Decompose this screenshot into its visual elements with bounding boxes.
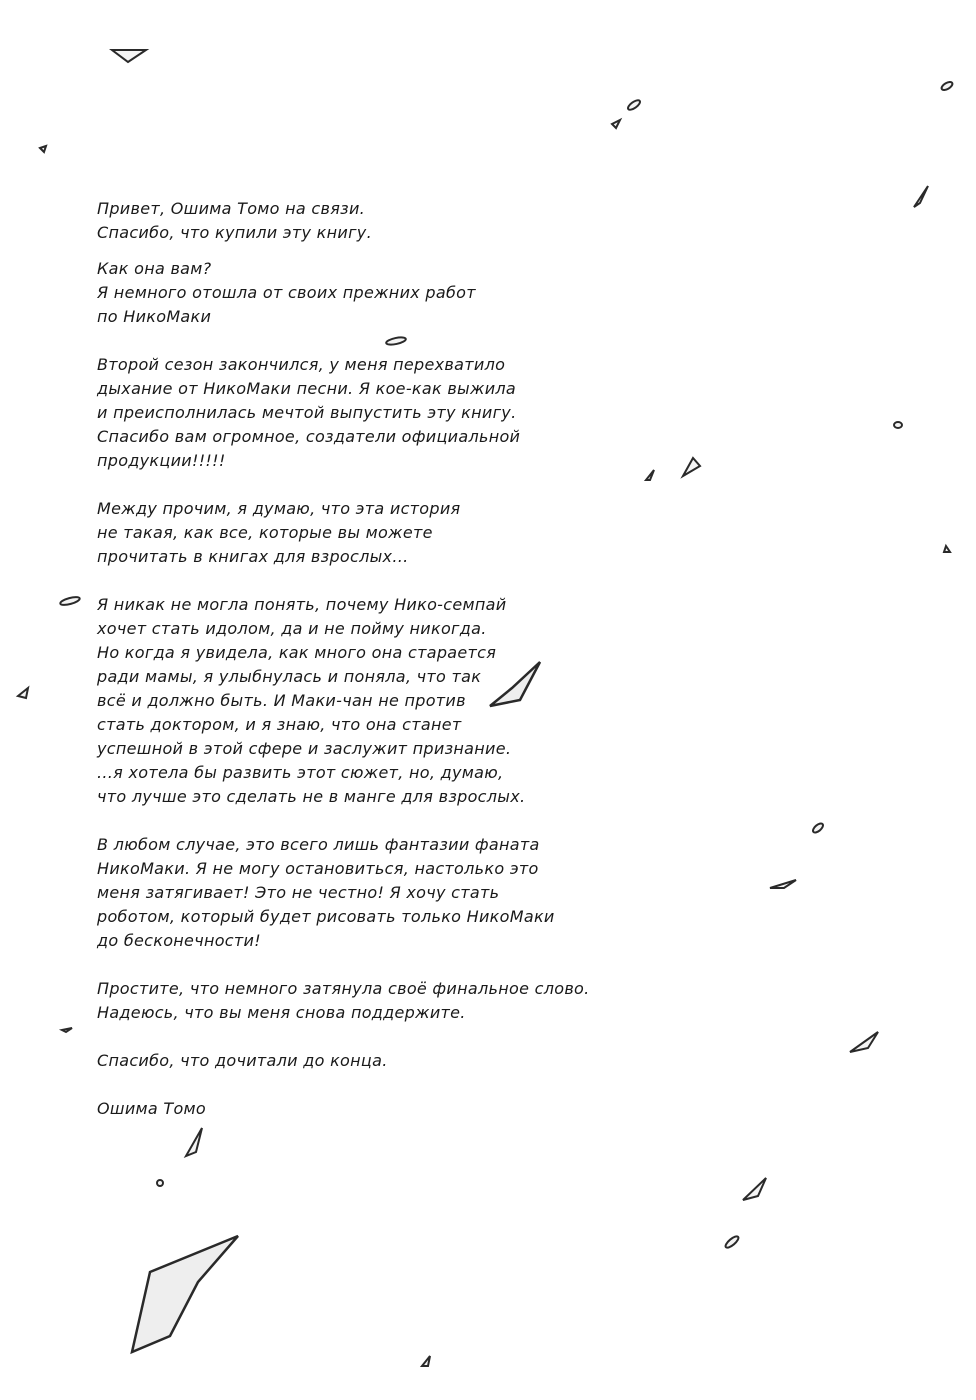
paragraph-story xyxy=(97,497,617,569)
text-line: В любом случае, это всего лишь фантазии фаната xyxy=(97,835,540,854)
paragraph-thanks xyxy=(97,1049,617,1073)
paragraph-apology xyxy=(97,977,617,1025)
petal-icon xyxy=(724,1235,740,1250)
petal-icon xyxy=(850,1032,878,1052)
paragraph-question xyxy=(97,257,617,329)
petal-icon xyxy=(683,458,700,476)
text-line: и преисполнилась мечтой выпустить эту книгу. xyxy=(97,403,517,422)
text-line: Второй сезон закончился, у меня перехватило xyxy=(97,355,506,374)
text-line: не такая, как все, которые вы можете xyxy=(97,523,433,542)
petal-icon xyxy=(940,80,953,91)
petal-icon xyxy=(770,880,796,888)
petal-icon xyxy=(112,50,146,62)
text-line: роботом, который будет рисовать только НикоМаки xyxy=(97,907,555,926)
text-line: Я немного отошла от своих прежних работ xyxy=(97,283,476,302)
paragraph-greeting xyxy=(97,197,617,245)
text-line: ради мамы, я улыбнулась и поняла, что так xyxy=(97,667,482,686)
text-line: Спасибо, что купили эту книгу. xyxy=(97,223,372,242)
text-line: Спасибо вам огромное, создатели официальной xyxy=(97,427,521,446)
text-line: Простите, что немного затянула своё финальное слово. xyxy=(97,979,590,998)
text-line: Спасибо, что дочитали до конца. xyxy=(97,1051,388,1070)
petal-icon xyxy=(811,822,824,834)
text-line: что лучше это сделать не в манге для взрослых. xyxy=(97,787,526,806)
text-line: до бесконечности! xyxy=(97,931,261,950)
text-line: успешной в этой сфере и заслужит признание. xyxy=(97,739,512,758)
petal-icon xyxy=(18,688,28,698)
text-line: Надеюсь, что вы меня снова поддержите. xyxy=(97,1003,466,1022)
petal-icon xyxy=(422,1356,430,1366)
text-line: НикоМаки. Я не могу остановиться, настолько это xyxy=(97,859,539,878)
petal-icon xyxy=(186,1128,202,1156)
text-line: Между прочим, я думаю, что эта история xyxy=(97,499,461,518)
text-line: Привет, Ошима Томо на связи. xyxy=(97,199,366,218)
petal-icon xyxy=(612,120,620,128)
paragraph-characters xyxy=(97,593,617,809)
text-line: стать доктором, и я знаю, что она станет xyxy=(97,715,462,734)
text-line: дыхание от НикоМаки песни. Я кое-как выжила xyxy=(97,379,517,398)
petal-icon xyxy=(132,1236,238,1352)
text-line: прочитать в книгах для взрослых... xyxy=(97,547,409,566)
petal-icon xyxy=(40,146,46,152)
petal-icon xyxy=(743,1178,766,1200)
text-line: Я никак не могла понять, почему Нико-семпай xyxy=(97,595,507,614)
text-line: хочет стать идолом, да и не пойму никогда. xyxy=(97,619,487,638)
text-line: по НикоМаки xyxy=(97,307,212,326)
petal-icon xyxy=(157,1180,163,1186)
text-line: Как она вам? xyxy=(97,259,212,278)
text-line: всё и должно быть. И Маки-чан не против xyxy=(97,691,466,710)
author-signature: Ошима Томо xyxy=(97,1099,207,1118)
petal-icon xyxy=(62,1028,72,1032)
author-afterword-letter xyxy=(97,197,617,1121)
paragraph-fantasy xyxy=(97,833,617,953)
paragraph-season xyxy=(97,353,617,473)
petal-icon xyxy=(60,596,81,607)
text-line: Но когда я увидела, как много она старается xyxy=(97,643,497,662)
text-line: меня затягивает! Это не честно! Я хочу стать xyxy=(97,883,500,902)
text-line: продукции!!!!! xyxy=(97,451,226,470)
petal-icon xyxy=(627,99,642,112)
text-line: ...я хотела бы развить этот сюжет, но, думаю, xyxy=(97,763,504,782)
petal-icon xyxy=(944,546,950,552)
petal-icon xyxy=(914,186,928,207)
petal-icon xyxy=(646,470,654,480)
petal-icon xyxy=(894,422,902,428)
